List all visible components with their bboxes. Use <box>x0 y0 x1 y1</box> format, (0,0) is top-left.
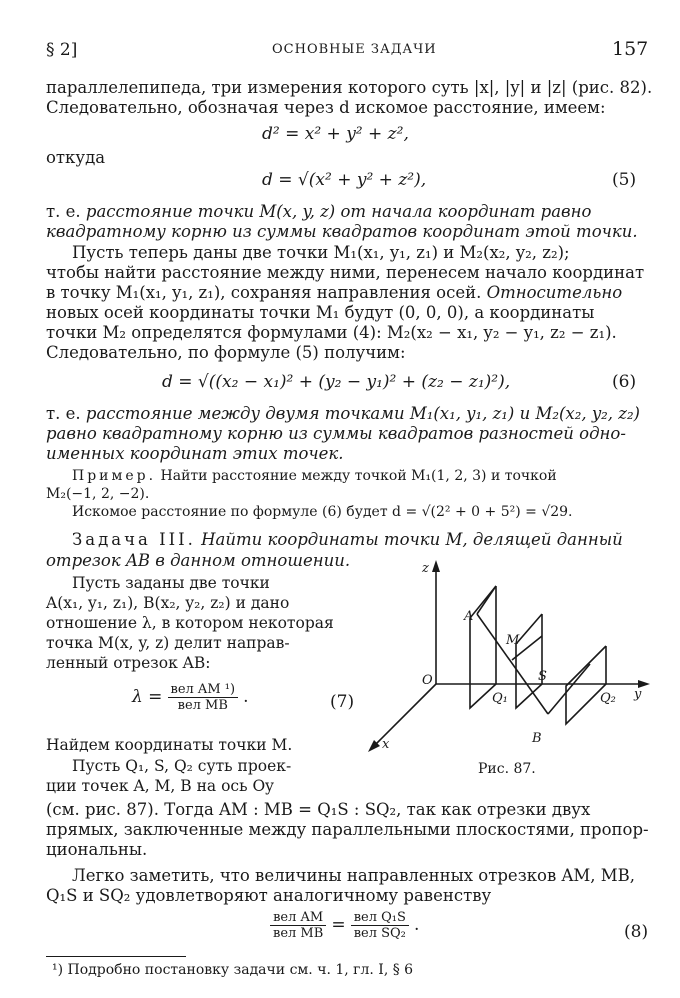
equation-number: (5) <box>612 170 637 190</box>
equation-7 <box>132 682 249 713</box>
theorem-text: квадратному корню из суммы квадратов координат этой точки. <box>46 222 638 241</box>
theorem-text: расстояние между двумя точками M₁(x₁, y₁, z₁) и M₂(x₂, y₂, z₂) <box>85 404 640 423</box>
fraction-numerator: вел AM ¹) <box>168 682 239 698</box>
theorem-text: именных координат этих точек. <box>46 444 344 463</box>
task-label: Задача III. <box>72 530 196 549</box>
point-label-q1: Q₁ <box>492 691 508 706</box>
segment-ab <box>477 614 548 714</box>
text-line: параллелепипеда, три измерения которого суть |x|, |y| и |z| (рис. 82). <box>46 78 653 97</box>
text-line: Пусть теперь даны две точки M₁(x₁, y₁, z₁) и M₂(x₂, y₂, z₂); <box>72 243 570 262</box>
point-label-q2: Q₂ <box>600 691 616 706</box>
text-fragment: в точку M₁(x₁, y₁, z₁), сохраняя направления осей. <box>46 283 482 302</box>
equation-number: (8) <box>624 922 649 942</box>
text-fragment: т. е. <box>46 202 81 221</box>
text-line: откуда <box>46 148 106 167</box>
fraction-denominator: вел SQ₂ <box>353 926 406 941</box>
text-line: отношение λ, в котором некоторая <box>46 614 334 632</box>
point-label-s: S <box>538 669 547 684</box>
fraction <box>270 910 326 941</box>
footnote-rule <box>46 956 186 957</box>
task-title: Найти координаты точки M, делящей данный <box>201 530 623 549</box>
equation-5: d = √(x² + y² + z²), <box>262 170 427 190</box>
page-number: 157 <box>612 38 649 60</box>
equation-distance-squared: d² = x² + y² + z², <box>262 124 409 144</box>
fraction-denominator: вел MB <box>273 926 324 941</box>
equals-sign: = <box>331 915 346 935</box>
equation-8 <box>270 910 419 941</box>
fraction <box>351 910 409 941</box>
fraction-denominator: вел MB <box>177 698 228 713</box>
text-line: Следовательно, по формуле (5) получим: <box>46 343 406 362</box>
text-line: прямых, заключенные между параллельными плоскостями, пропор- <box>46 820 649 839</box>
text-line <box>46 202 591 222</box>
text-line: (см. рис. 87). Тогда AM : MB = Q₁S : SQ₂, так как отрезки двух <box>46 800 591 819</box>
text-line <box>46 404 640 424</box>
example-line: Искомое расстояние по формуле (6) будет d = √(2² + 0 + 5²) = √29. <box>72 504 573 520</box>
figure-caption: Рис. 87. <box>478 761 536 777</box>
z-arrow-icon <box>432 560 440 572</box>
text-line: Пусть Q₁, S, Q₂ суть проек- <box>72 757 292 775</box>
text-line: Следовательно, обозначая через d искомое расстояние, имеем: <box>46 98 606 117</box>
example-label: Пример. <box>72 468 157 484</box>
text-line: новых осей координаты точки M₁ будут (0, 0, 0), а координаты <box>46 303 595 322</box>
origin-label: O <box>422 673 433 688</box>
text-fragment: т. е. <box>46 404 81 423</box>
text-line: ции точек A, M, B на ось Oy <box>46 777 274 795</box>
fraction-numerator: вел AM <box>270 910 326 926</box>
text-line: точка M(x, y, z) делит направ- <box>46 634 290 652</box>
footnote: ¹) Подробно постановку задачи см. ч. 1, гл. I, § 6 <box>52 962 414 978</box>
projection-plane-s <box>516 614 542 708</box>
figure-87 <box>360 556 660 756</box>
projection-line <box>477 586 496 614</box>
text-line: циональны. <box>46 840 148 859</box>
point-label-m: M <box>506 633 520 648</box>
example-line: M₂(−1, 2, −2). <box>46 486 150 502</box>
text-line: ленный отрезок AB: <box>46 654 211 672</box>
fraction <box>168 682 239 713</box>
task-heading <box>72 530 623 550</box>
point-label-a: A <box>464 609 474 624</box>
task-title: отрезок AB в данном отношении. <box>46 551 351 570</box>
equation-number: (6) <box>612 372 637 392</box>
theorem-text: равно квадратному корню из суммы квадратов разностей одно- <box>46 424 626 443</box>
theorem-text: расстояние точки M(x, y, z) от начала координат равно <box>85 202 592 221</box>
section-mark: § 2] <box>46 40 78 60</box>
fraction-numerator: вел Q₁S <box>351 910 409 926</box>
text-line: Легко заметить, что величины направленных отрезков AM, MB, <box>72 866 636 885</box>
text-line: Пусть заданы две точки <box>72 574 270 592</box>
equation-6: d = √((x₂ − x₁)² + (y₂ − y₁)² + (z₂ − z₁)²), <box>162 372 511 392</box>
text-line: чтобы найти расстояние между ними, перенесем начало координат <box>46 263 645 282</box>
text-line: Найдем координаты точки M. <box>46 736 293 754</box>
example-line <box>72 468 557 485</box>
axis-label-z: z <box>422 561 429 576</box>
text-fragment: Относительно <box>486 283 623 302</box>
axis-label-x: x <box>382 737 390 752</box>
text-fragment: Найти расстояние между точкой M₁(1, 2, 3) и точкой <box>160 468 557 484</box>
equation-number: (7) <box>330 692 355 712</box>
text-line <box>46 283 622 303</box>
text-line: Q₁S и SQ₂ удовлетворяют аналогичному равенству <box>46 886 492 905</box>
lambda-symbol: λ = <box>132 687 163 707</box>
axis-label-y: y <box>634 687 642 702</box>
text-line: A(x₁, y₁, z₁), B(x₂, y₂, z₂) и дано <box>46 594 290 612</box>
equation-dot: . <box>414 915 420 935</box>
running-title: ОСНОВНЫЕ ЗАДАЧИ <box>272 42 437 57</box>
text-line: точки M₂ определятся формулами (4): M₂(x₂ − x₁, y₂ − y₁, z₂ − z₁). <box>46 323 617 342</box>
point-label-b: B <box>532 731 542 746</box>
equation-dot: . <box>243 687 249 707</box>
